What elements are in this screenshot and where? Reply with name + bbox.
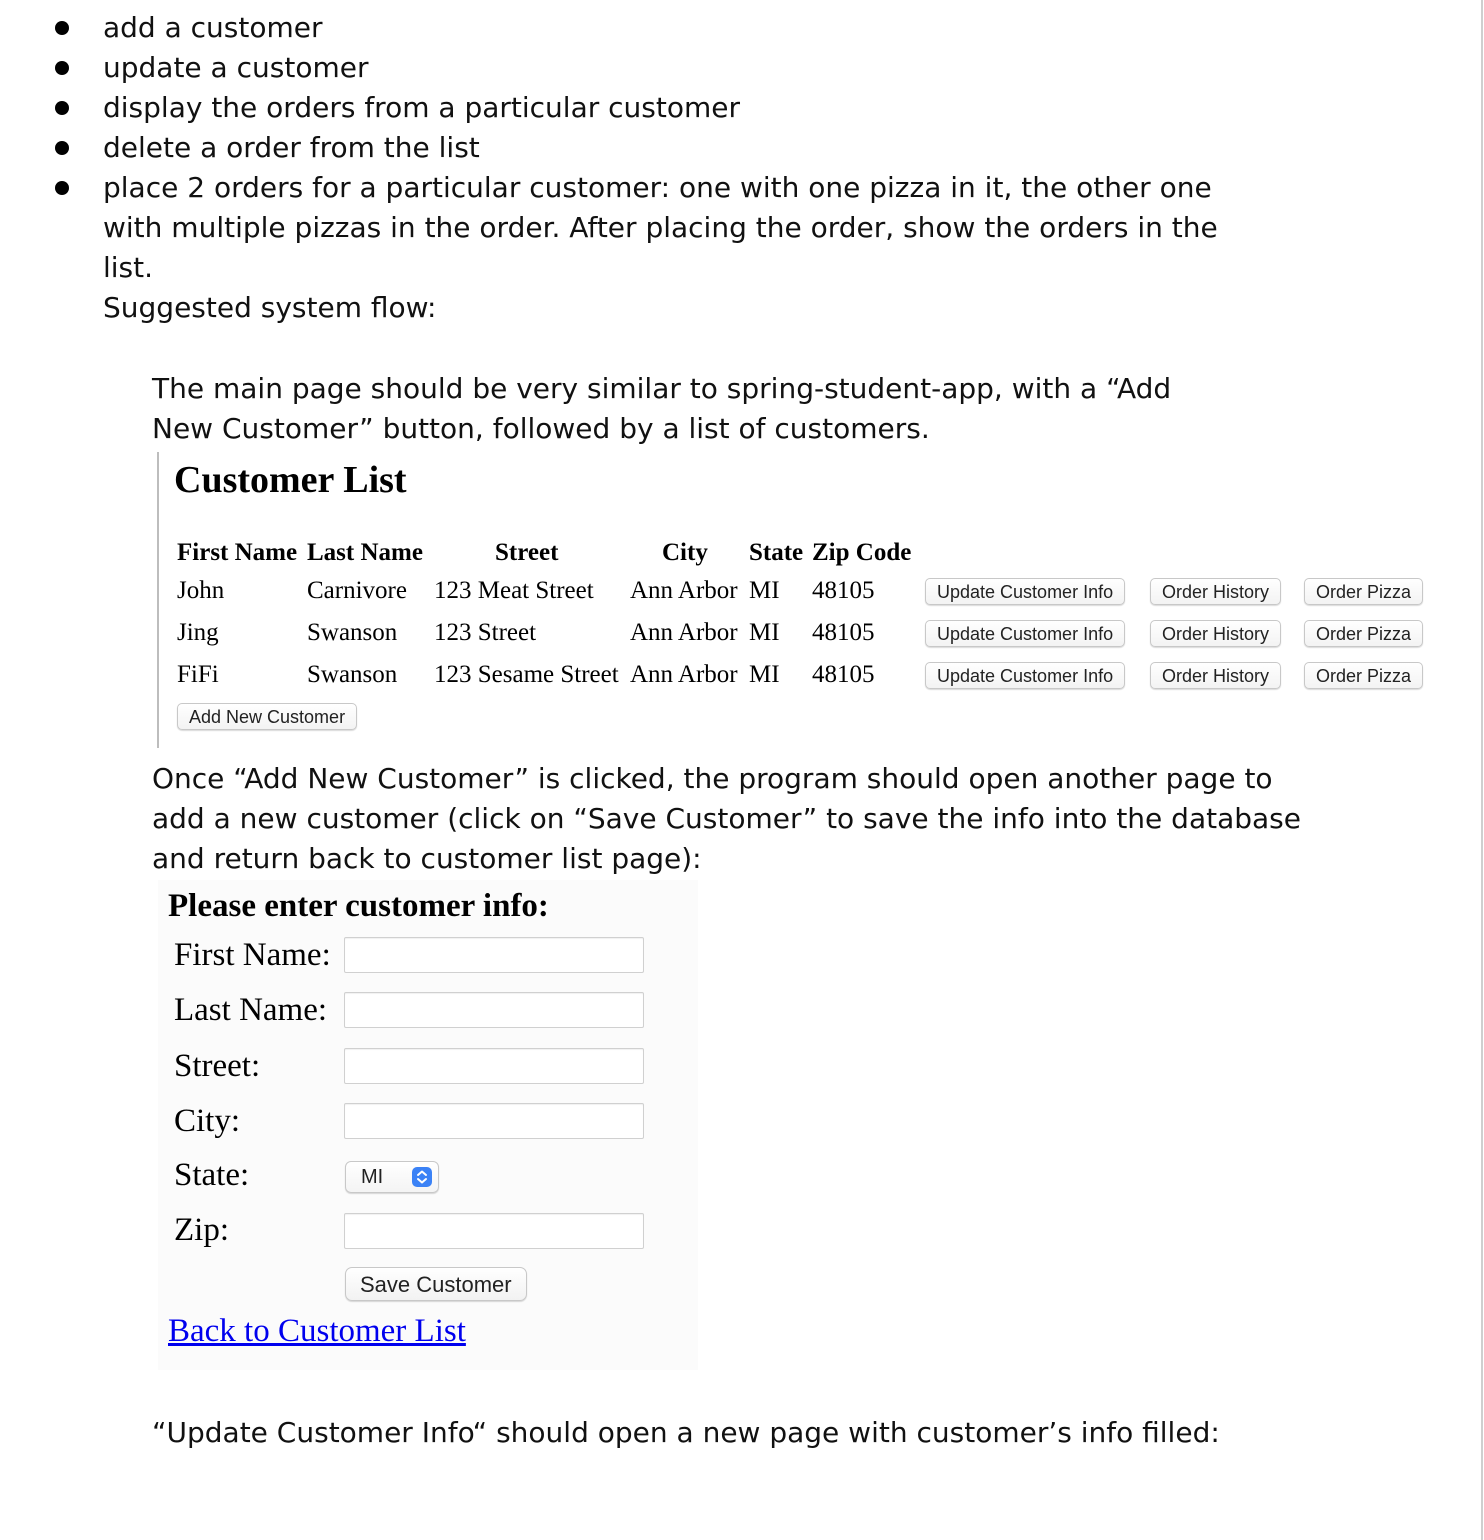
bullet-icon bbox=[55, 141, 69, 155]
column-header-street: Street bbox=[495, 539, 559, 566]
cell-city: Ann Arbor bbox=[630, 661, 738, 688]
customer-list-screenshot bbox=[157, 452, 1449, 748]
cell-first-name: Jing bbox=[177, 619, 219, 646]
last-name-label: Last Name: bbox=[174, 992, 328, 1028]
column-header-city: City bbox=[662, 539, 708, 566]
cell-city: Ann Arbor bbox=[630, 577, 738, 604]
customer-list-title: Customer List bbox=[174, 459, 407, 501]
state-label: State: bbox=[174, 1157, 250, 1193]
cell-first-name: FiFi bbox=[177, 661, 219, 688]
list-item-text: add a customer bbox=[103, 11, 323, 44]
form-title: Please enter customer info: bbox=[168, 888, 549, 924]
order-pizza-button[interactable]: Order Pizza bbox=[1304, 578, 1423, 605]
list-item-text: update a customer bbox=[103, 51, 369, 84]
list-item bbox=[0, 8, 1300, 48]
cell-last-name: Swanson bbox=[307, 661, 398, 688]
update-customer-info-button[interactable]: Update Customer Info bbox=[925, 578, 1125, 605]
cell-last-name: Swanson bbox=[307, 619, 398, 646]
list-item bbox=[0, 168, 1233, 288]
city-label: City: bbox=[174, 1103, 241, 1139]
update-customer-info-button[interactable]: Update Customer Info bbox=[925, 662, 1125, 689]
cell-zip: 48105 bbox=[812, 577, 875, 604]
save-customer-button[interactable]: Save Customer bbox=[345, 1267, 527, 1301]
cell-last-name: Carnivore bbox=[307, 577, 407, 604]
city-input[interactable] bbox=[344, 1103, 644, 1139]
list-item bbox=[0, 128, 1300, 168]
suggested-flow-heading: Suggested system flow: bbox=[103, 291, 437, 324]
cell-street: 123 Meat Street bbox=[434, 577, 594, 604]
order-pizza-button[interactable]: Order Pizza bbox=[1304, 662, 1423, 689]
bullet-icon bbox=[55, 181, 69, 195]
requirements-list bbox=[0, 8, 1300, 288]
cell-street: 123 Street bbox=[434, 619, 537, 646]
column-header-last-name: Last Name bbox=[307, 539, 423, 566]
cell-first-name: John bbox=[177, 577, 225, 604]
list-item-text: delete a order from the list bbox=[103, 131, 480, 164]
cell-zip: 48105 bbox=[812, 661, 875, 688]
order-history-button[interactable]: Order History bbox=[1150, 578, 1281, 605]
cell-zip: 48105 bbox=[812, 619, 875, 646]
bullet-icon bbox=[55, 21, 69, 35]
zip-label: Zip: bbox=[174, 1212, 229, 1248]
street-label: Street: bbox=[174, 1048, 261, 1084]
add-new-customer-button[interactable]: Add New Customer bbox=[177, 703, 357, 730]
first-name-input[interactable] bbox=[344, 937, 644, 973]
column-header-zip-code: Zip Code bbox=[812, 539, 912, 566]
street-input[interactable] bbox=[344, 1048, 644, 1084]
order-history-button[interactable]: Order History bbox=[1150, 662, 1281, 689]
state-select[interactable] bbox=[345, 1161, 439, 1193]
cell-state: MI bbox=[749, 619, 780, 646]
list-item-text: place 2 orders for a particular customer: one with one pizza in it, the other one with multiple pizzas in the order. After placing the order, show the orders in the list. bbox=[103, 171, 1218, 284]
first-name-label: First Name: bbox=[174, 937, 331, 973]
last-name-input[interactable] bbox=[344, 992, 644, 1028]
cell-street: 123 Sesame Street bbox=[434, 661, 619, 688]
update-customer-info-button[interactable]: Update Customer Info bbox=[925, 620, 1125, 647]
select-arrows-icon bbox=[412, 1167, 432, 1187]
cell-city: Ann Arbor bbox=[630, 619, 738, 646]
main-page-paragraph: The main page should be very similar to spring-student-app, with a “Add New Customer” button, followed by a list of customers. bbox=[152, 372, 1172, 445]
cell-state: MI bbox=[749, 661, 780, 688]
zip-input[interactable] bbox=[344, 1213, 644, 1249]
list-item bbox=[0, 48, 1300, 88]
update-paragraph: “Update Customer Info“ should open a new page with customer’s info filled: bbox=[152, 1416, 1220, 1449]
state-select-value: MI bbox=[361, 1166, 384, 1188]
bullet-icon bbox=[55, 101, 69, 115]
add-customer-paragraph: Once “Add New Customer” is clicked, the program should open another page to add a new customer (click on “Save Customer” to save the info into the database and return back to customer list page): bbox=[152, 762, 1301, 875]
list-item-text: display the orders from a particular customer bbox=[103, 91, 740, 124]
page-edge-rule bbox=[1481, 0, 1483, 1540]
customer-form-screenshot bbox=[158, 880, 698, 1370]
list-item bbox=[0, 88, 1300, 128]
cell-state: MI bbox=[749, 577, 780, 604]
column-header-first-name: First Name bbox=[177, 539, 298, 566]
order-pizza-button[interactable]: Order Pizza bbox=[1304, 620, 1423, 647]
order-history-button[interactable]: Order History bbox=[1150, 620, 1281, 647]
column-header-state: State bbox=[749, 539, 804, 566]
bullet-icon bbox=[55, 61, 69, 75]
back-to-customer-list-link[interactable]: Back to Customer List bbox=[168, 1313, 466, 1349]
